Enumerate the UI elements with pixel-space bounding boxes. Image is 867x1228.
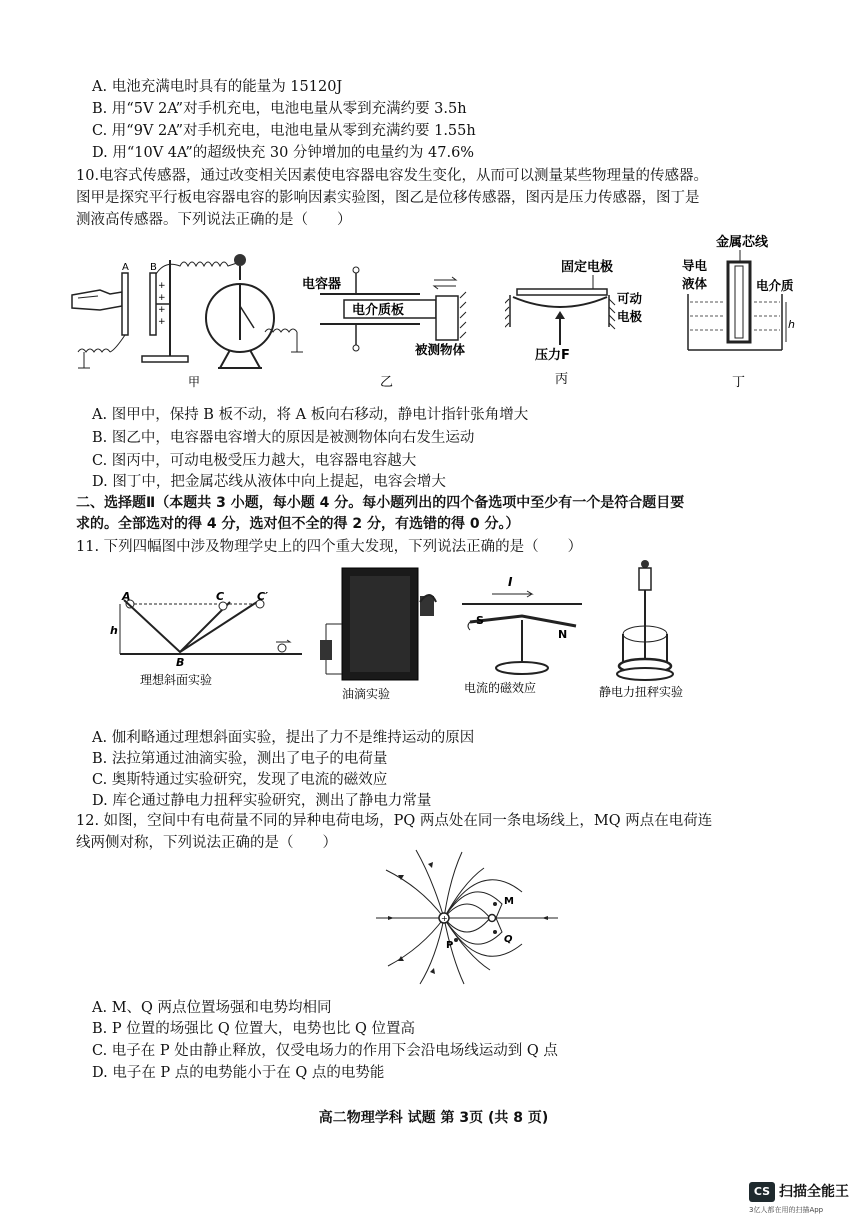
- caption-torsion: 静电力扭秤实验: [599, 685, 684, 699]
- incline-b-label: B: [176, 656, 185, 669]
- incline-c2-label: C′: [257, 590, 268, 603]
- q12-option-b: B. P 位置的场强比 Q 位置大，电势也比 Q 位置高: [92, 1021, 415, 1037]
- bing-force-label: 压力F: [535, 348, 570, 363]
- svg-text:+: +: [158, 305, 166, 315]
- q9-option-d: D. 用“10V 4A”的超级快充 30 分钟增加的电量约为 47.6%: [92, 145, 475, 161]
- svg-text:+: +: [158, 281, 166, 291]
- scanner-name: 扫描全能王: [779, 1184, 849, 1200]
- q11-figure-current: [458, 572, 588, 700]
- ding-core-label: 金属芯线: [716, 235, 769, 250]
- q10-option-c: C. 图丙中，可动电极受压力越大，电容器电容越大: [92, 453, 417, 469]
- scanner-watermark: [749, 1180, 853, 1220]
- q12-stem-1: 12. 如图，空间中有电荷量不同的异种电荷电场，PQ 两点处在同一条电场线上，MQ 两点在电荷连: [76, 813, 713, 829]
- caption-jia: 甲: [188, 375, 201, 389]
- yi-dielectric-label: 电介质板: [352, 303, 405, 318]
- q9-option-a: A. 电池充满电时具有的能量为 15120J: [92, 79, 343, 95]
- caption-bing: 丙: [555, 372, 569, 387]
- bing-fixed-label: 固定电极: [561, 260, 614, 275]
- caption-current: 电流的磁效应: [464, 681, 537, 695]
- svg-text:+: +: [441, 914, 448, 923]
- caption-ding: 丁: [732, 375, 746, 390]
- q10-figure-bing: [505, 255, 665, 390]
- current-i-label: I: [508, 575, 513, 589]
- section2-heading-1: 二、选择题Ⅱ（本题共 3 小题，每小题 4 分。每小题列出的四个备选项中至少有一个是符合题目要: [76, 495, 685, 511]
- section2-heading-2: 求的。全部选对的得 4 分，选对但不全的得 2 分，有选错的得 0 分。）: [76, 516, 520, 532]
- q12-m-label: M: [504, 896, 514, 907]
- ding-dielectric-label: 电介质: [756, 278, 794, 293]
- q12-field-diagram: [372, 848, 562, 986]
- q10-option-d: D. 图丁中，把金属芯线从液体中向上提起，电容会增大: [92, 474, 446, 490]
- bing-movable-label-1: 可动: [617, 291, 643, 306]
- q10-figure-ding: [680, 232, 815, 392]
- q11-figure-oil: [312, 564, 450, 704]
- scanner-badge-icon: CS: [749, 1182, 775, 1202]
- q10-stem-2: 图甲是探究平行板电容器电容的影响因素实验图，图乙是位移传感器，图丙是压力传感器，图丁是: [76, 190, 700, 206]
- caption-oil: 油滴实验: [342, 687, 391, 701]
- q12-option-c: C. 电子在 P 处由静止释放，仅受电场力的作用下会沿电场线运动到 Q 点: [92, 1043, 558, 1059]
- q11-figure-incline: [110, 590, 310, 690]
- q12-option-a: A. M、Q 两点位置场强和电势均相同: [92, 1000, 332, 1016]
- caption-yi: 乙: [380, 375, 394, 390]
- incline-h-label: h: [110, 624, 118, 637]
- q12-q-label: Q: [504, 934, 513, 945]
- current-s-label: S: [476, 614, 484, 627]
- q10-option-b: B. 图乙中，电容器电容增大的原因是被测物体向右发生运动: [92, 430, 475, 446]
- q10-option-a: A. 图甲中，保持 B 板不动，将 A 板向右移动，静电计指针张角增大: [92, 407, 529, 423]
- q11-stem: 11. 下列四幅图中涉及物理学史上的四个重大发现，下列说法正确的是（ ）: [76, 539, 583, 555]
- current-n-label: N: [558, 628, 568, 641]
- q10-stem-3: 测液高传感器。下列说法正确的是（ ）: [76, 212, 352, 228]
- q10-stem-1: 10.电容式传感器，通过改变相关因素使电容器电容发生变化，从而可以测量某些物理量的传感器。: [76, 168, 709, 184]
- ding-h-label: h: [788, 318, 795, 331]
- q9-option-b: B. 用“5V 2A”对手机充电，电池电量从零到充满约要 3.5h: [92, 101, 467, 117]
- yi-object-label: 被测物体: [415, 342, 466, 357]
- q11-option-c: C. 奥斯特通过实验研究，发现了电流的磁效应: [92, 772, 388, 788]
- bing-movable-label-2: 电极: [617, 309, 643, 324]
- ding-liquid-label-2: 液体: [682, 276, 708, 291]
- svg-text:+: +: [158, 293, 166, 303]
- q12-stem-2: 线两侧对称，下列说法正确的是（ ）: [76, 835, 337, 851]
- q10-figure-jia: [70, 240, 305, 390]
- q12-option-d: D. 电子在 P 点的电势能小于在 Q 点的电势能: [92, 1065, 385, 1081]
- page-footer: 高二物理学科 试题 第 3页 (共 8 页): [318, 1110, 549, 1126]
- q10-figure-yi: [300, 262, 475, 392]
- scanner-slogan: 3亿人都在用的扫描App: [749, 1206, 824, 1214]
- ding-liquid-label-1: 导电: [682, 258, 708, 273]
- q11-option-d: D. 库仑通过静电力扭秤实验研究，测出了静电力常量: [92, 793, 432, 809]
- yi-capacitor-label: 电容器: [302, 277, 342, 292]
- svg-text:+: +: [158, 317, 166, 327]
- incline-c-label: C: [216, 590, 225, 603]
- q9-option-c: C. 用“9V 2A”对手机充电，电池电量从零到充满约要 1.55h: [92, 123, 476, 139]
- caption-incline: 理想斜面实验: [140, 673, 213, 687]
- q11-option-a: A. 伽利略通过理想斜面实验，提出了力不是维持运动的原因: [92, 730, 475, 746]
- plate-b-label: B: [150, 262, 157, 273]
- q11-option-b: B. 法拉第通过油滴实验，测出了电子的电荷量: [92, 751, 388, 767]
- q11-figure-torsion: [595, 558, 705, 706]
- q12-p-label: P: [446, 940, 454, 951]
- incline-a-label: A: [122, 590, 131, 603]
- plate-a-label: A: [122, 262, 129, 273]
